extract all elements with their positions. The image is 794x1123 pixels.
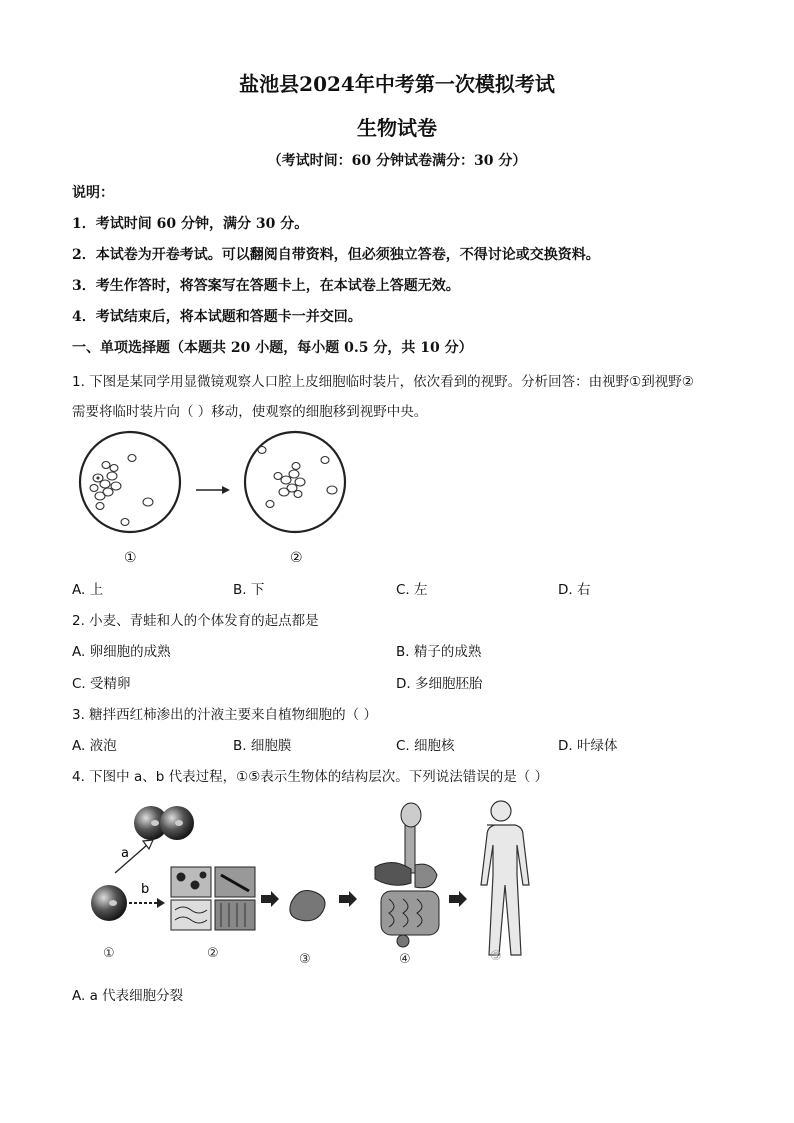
microscope-fields-figure [70,430,370,570]
q3-option-a: A. 液泡 [72,738,117,754]
process-label-b: b [141,882,150,897]
question-3-stem: 3. 糖拌西红柿渗出的汁液主要来自植物细胞的（ ） [72,707,377,723]
level-label-4: ④ [399,952,411,967]
field-label-2: ② [290,550,303,566]
exam-title: 盐池县2024年中考第一次模拟考试 [239,72,555,96]
section-heading: 一、单项选择题（本题共 20 小题，每小题 0.5 分，共 10 分） [72,340,473,356]
level-label-3: ③ [299,952,311,967]
organ-system-icon [375,803,439,947]
question-1-stem-line-1: 1. 下图是某同学用显微镜观察人口腔上皮细胞临时装片，依次看到的视野。分析回答：由视野①到视野② [72,374,694,390]
two-cells-icon [134,806,194,840]
q2-option-c: C. 受精卵 [72,676,131,692]
q2-option-a: A. 卵细胞的成熟 [72,644,171,660]
q3-option-b: B. 细胞膜 [233,738,292,754]
question-4-stem: 4. 下图中 a、b 代表过程，①⑤表示生物体的结构层次。下列说法错误的是（ ） [72,769,549,785]
q4-option-a: A. a 代表细胞分裂 [72,988,184,1004]
q1-option-b: B. 下 [233,582,265,598]
instruction-item: 4．考试结束后，将本试题和答题卡一并交回。 [72,309,362,325]
arrow [196,486,230,494]
q1-option-c: C. 左 [396,582,428,598]
instructions-heading: 说明： [72,185,114,201]
q1-option-a: A. 上 [72,582,104,598]
tissues-icon [171,867,255,930]
level-label-5: ⑤ [490,949,502,964]
level-label-1: ① [103,946,115,961]
q3-option-c: C. 细胞核 [396,738,455,754]
instruction-item: 3．考生作答时，将答案写在答题卡上，在本试卷上答题无效。 [72,278,460,294]
question-1-stem-line-2: 需要将临时装片向（ ）移动，使观察的细胞移到视野中央。 [72,404,428,420]
q2-option-b: B. 精子的成熟 [396,644,482,660]
q1-option-d: D. 右 [558,582,591,598]
cell-icon [91,885,127,921]
q3-option-d: D. 叶绿体 [558,738,618,754]
organ-icon [290,891,325,921]
question-2-stem: 2. 小麦、青蛙和人的个体发育的起点都是 [72,613,319,629]
instruction-item: 2．本试卷为开卷考试。可以翻阅自带资料，但必须独立答卷，不得讨论或交换资料。 [72,247,600,263]
field-of-view-1 [80,432,180,532]
level-label-2: ② [207,946,219,961]
field-of-view-2 [245,432,345,532]
field-label-1: ① [124,550,137,566]
exam-time-note: （考试时间：60 分钟试卷满分：30 分） [267,153,527,169]
human-body-icon [481,801,529,955]
exam-subject: 生物试卷 [357,116,437,140]
process-label-a: a [121,846,129,861]
instruction-item: 1．考试时间 60 分钟，满分 30 分。 [72,216,309,232]
q2-option-d: D. 多细胞胚胎 [396,676,483,692]
body-structure-levels-figure [85,795,565,975]
